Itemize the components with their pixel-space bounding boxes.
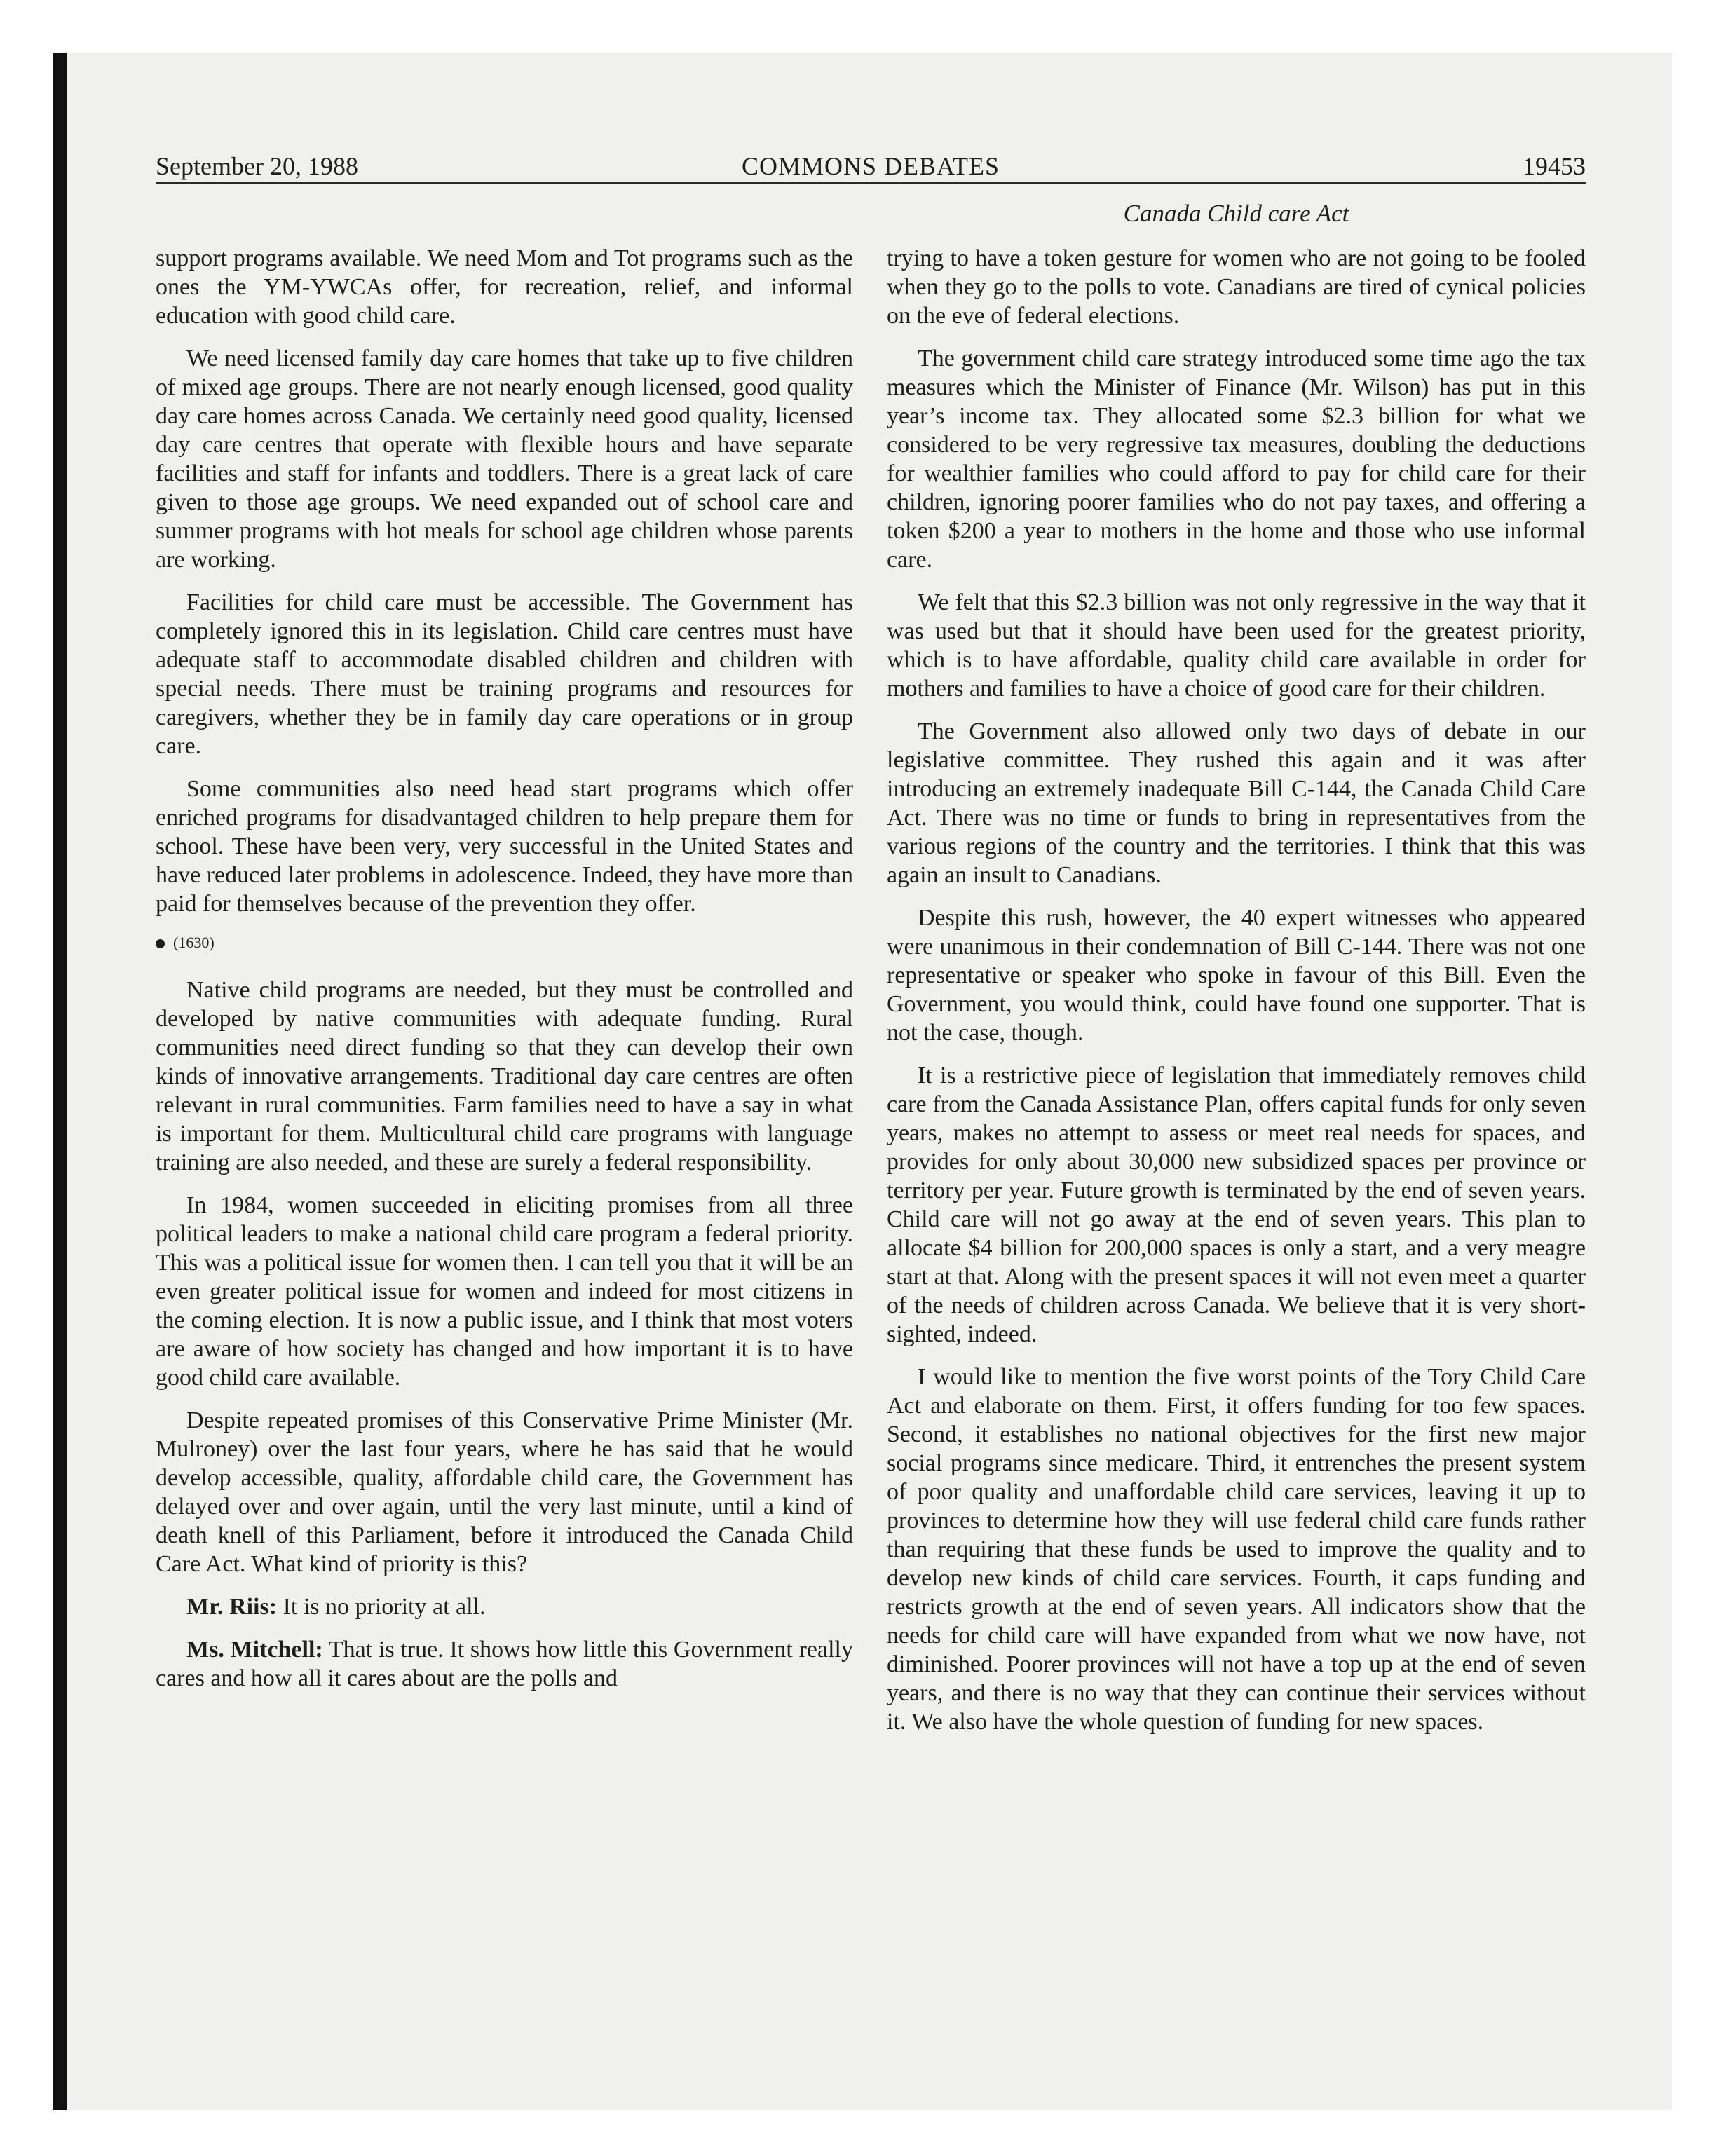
paragraph: The government child care strategy introduced some time ago the tax measures which the Minister of Finance (Mr. Wilson) has put in this year’s income tax. They allocated some $2.3 billion for what we considered to be very regressive tax measures, doubling the deductions for wealthier families who could afford to pay for child care for their children, ignoring poorer families who do not pay taxes, and offering a token $200 a year to mothers in the home and those who use informal care. bbox=[887, 346, 1586, 573]
paragraph: Facilities for child care must be accessible. The Government has completely ignored this in its legislation. Child care centres must have adequate staff to accommodate disabled children and children with special needs. There must be training programs and resources for caregivers, whether they be in family day care operations or in group care. bbox=[156, 589, 853, 759]
paragraph: We felt that this $2.3 billion was not only regressive in the way that it was used but that it should have been used for the greatest priority, which is to have affordable, quality child care available in order for mothers and families to have a choice of good care for their children. bbox=[887, 589, 1586, 702]
section-subhead: Canada Child care Act bbox=[1123, 200, 1349, 227]
header-rule bbox=[156, 182, 1586, 184]
paragraph: Some communities also need head start programs which offer enriched programs for disadvantaged children to help prepare them for school. These have been very, very successful in the United States and have reduced later problems in adolescence. Indeed, they have more than paid for themselves because of the prevention they offer. bbox=[156, 776, 853, 917]
speech-riis bbox=[156, 1592, 853, 1621]
speech-text: That is true. It shows how little this Government really cares and how all it cares about are the polls and bbox=[156, 1637, 853, 1691]
paragraph: Despite this rush, however, the 40 expert witnesses who appeared were unanimous in their condemnation of Bill C-144. There was not one representative or speaker who spoke in favour of this Bill. Even the Government, you would think, could have found one supporter. That is not the case, though. bbox=[887, 905, 1586, 1046]
header-page-number: 19453 bbox=[1523, 152, 1586, 180]
header-publication: COMMONS DEBATES bbox=[741, 152, 1000, 180]
speaker-name: Mr. Riis: bbox=[186, 1594, 278, 1620]
paragraph: support programs available. We need Mom and Tot programs such as the ones the YM-YWCAs offer, for recreation, relief, and informal education with good child care. bbox=[156, 245, 853, 329]
right-column bbox=[887, 244, 1586, 1750]
left-column bbox=[156, 244, 853, 1707]
speaker-name: Ms. Mitchell: bbox=[186, 1637, 323, 1663]
time-marker-text: (1630) bbox=[173, 934, 215, 951]
paragraph: Native child programs are needed, but they must be controlled and developed by native communities with adequate funding. Rural communities need direct funding so that they can develop their own kinds of innovative arrangements. Traditional day care centres are often relevant in rural communities. Farm families need to have a say in what is important for them. Multicultural child care programs with language training are also needed, and these are surely a federal responsibility. bbox=[156, 977, 853, 1175]
paragraph: In 1984, women succeeded in eliciting promises from all three political leaders to make a national child care program a federal priority. This was a political issue for women then. I can tell you that it will be an even greater political issue for women and indeed for most citizens in the coming election. It is now a public issue, and I think that most voters are aware of how society has changed and how important it is to have good child care available. bbox=[156, 1192, 853, 1391]
header-date: September 20, 1988 bbox=[156, 152, 358, 180]
running-header bbox=[156, 149, 1586, 184]
paragraph: I would like to mention the five worst points of the Tory Child Care Act and elaborate on them. First, it offers funding for too few spaces. Second, it establishes no national objectives for the first new major social programs since medicare. Third, it entrenches the present system of poor quality and unaffordable child care services, leaving it up to provinces to determine how they will use federal child care funds rather than requiring that these funds be used to improve the quality and to develop new kinds of child care services. Fourth, it caps funding and restricts growth at the end of seven years. All indicators show that the needs for child care will have expanded from what we now have, not diminished. Poorer provinces will not have a top up at the end of seven years, and there is no way that they can continue their services without it. We also have the whole question of funding for new spaces. bbox=[887, 1364, 1586, 1735]
paragraph: trying to have a token gesture for women who are not going to be fooled when they go to the polls to vote. Canadians are tired of cynical policies on the eve of federal elections. bbox=[887, 245, 1586, 329]
scan-edge-bar bbox=[53, 53, 67, 2110]
bullet-icon bbox=[156, 939, 165, 948]
paragraph: The Government also allowed only two days of debate in our legislative committee. They rushed this again and it was after introducing an extremely inadequate Bill C-144, the Canada Child Care Act. There was no time or funds to bring in representatives from the various regions of the country and the territories. I think that this was again an insult to Canadians. bbox=[887, 718, 1586, 888]
speech-text: It is no priority at all. bbox=[277, 1594, 486, 1620]
paragraph: Despite repeated promises of this Conservative Prime Minister (Mr. Mulroney) over the last four years, where he has said that he would develop accessible, quality, affordable child care, the Government has delayed over and over again, until the very last minute, until a kind of death knell of this Parliament, before it introduced the Canada Child Care Act. What kind of priority is this? bbox=[156, 1407, 853, 1577]
paragraph: It is a restrictive piece of legislation that immediately removes child care from the Canada Assistance Plan, offers capital funds for only seven years, makes no attempt to assess or meet real needs for spaces, and provides for only about 30,000 new subsidized spaces per province or territory per year. Future growth is terminated by the end of seven years. Child care will not go away at the end of seven years. This plan to allocate $4 billion for 200,000 spaces is only a start, and a very meagre start at that. Along with the present spaces it will not even meet a quarter of the needs of children across Canada. We believe that it is very short-sighted, indeed. bbox=[887, 1063, 1586, 1347]
speech-mitchell bbox=[156, 1635, 853, 1693]
time-marker bbox=[156, 932, 853, 953]
paragraph: We need licensed family day care homes that take up to five children of mixed age groups. There are not nearly enough licensed, good quality day care homes across Canada. We certainly need good quality, licensed day care centres that operate with flexible hours and have separate facilities and staff for infants and toddlers. There is a great lack of care given to those age groups. We need expanded out of school care and summer programs with hot meals for school age children whose parents are working. bbox=[156, 346, 853, 573]
